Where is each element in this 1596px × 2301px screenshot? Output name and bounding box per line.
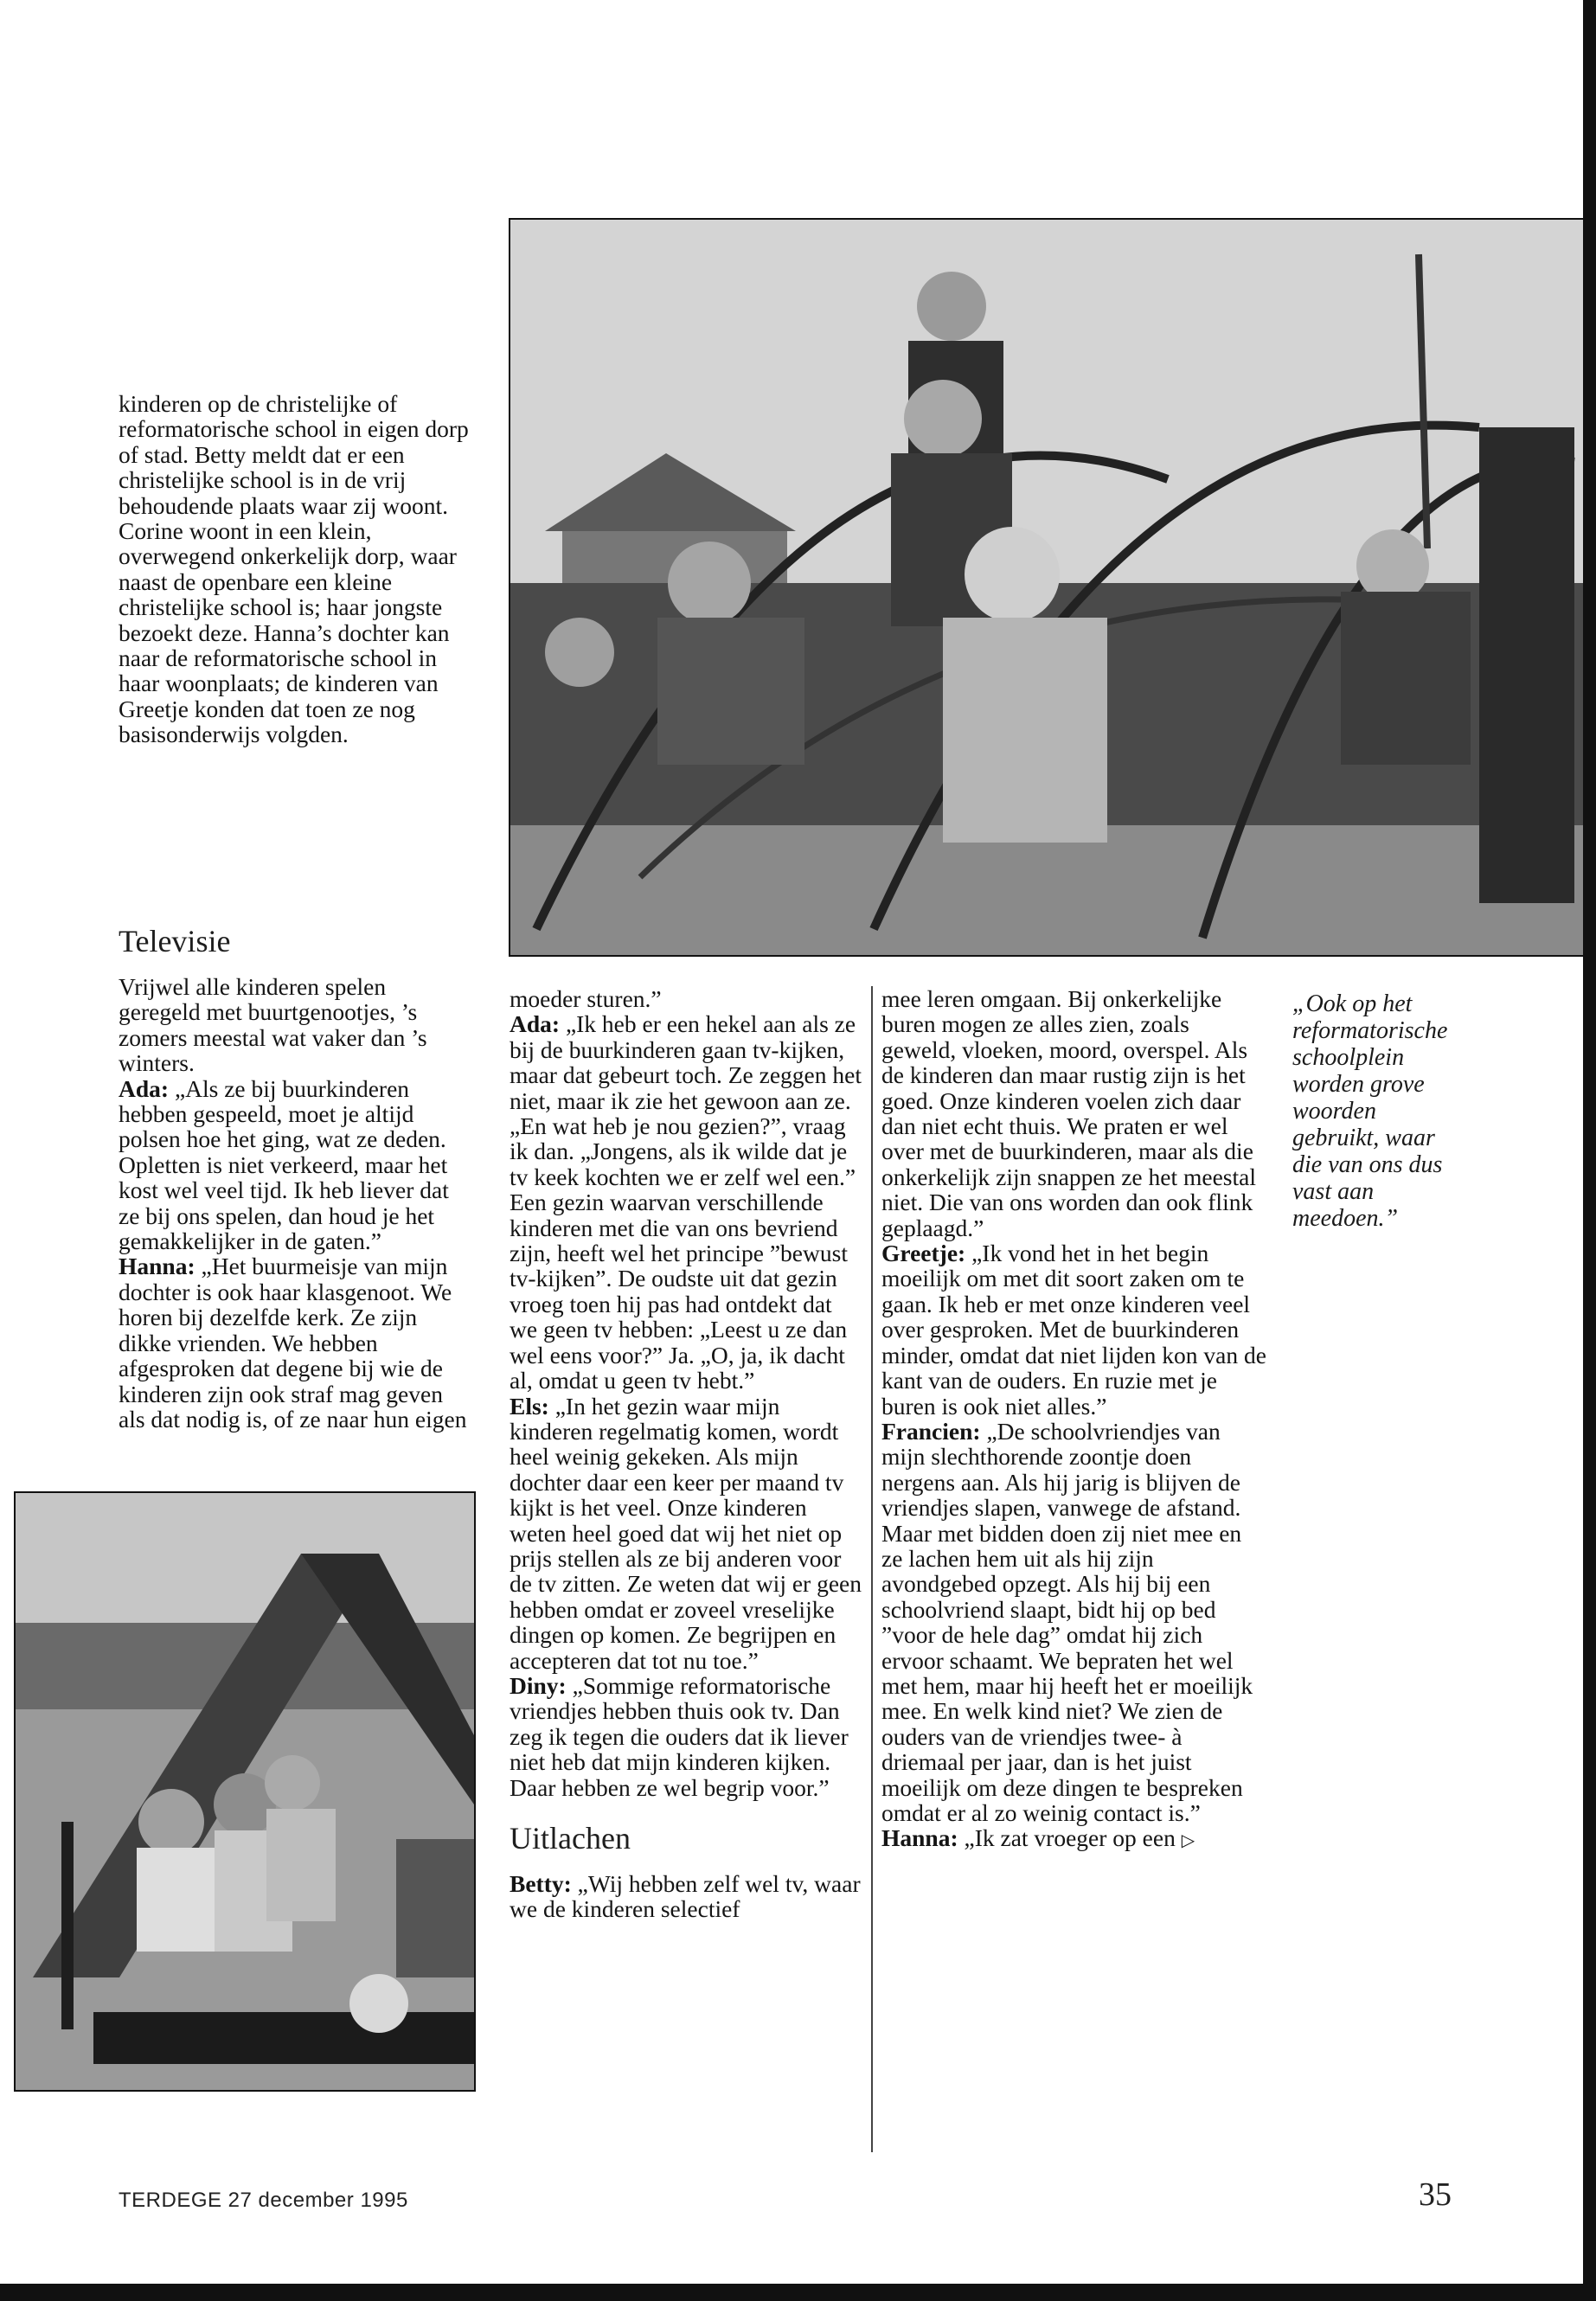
speaker-label: Els: xyxy=(510,1392,549,1420)
paragraph-televisie: Vrijwel alle kinderen spelen geregeld met buurtgenootjes, ’s zomers meestal wat vaker dan ’s winters. xyxy=(119,973,427,1077)
quote-text: „Het buurmeisje van mijn dochter is ook haar klasgenoot. We horen bij dezelfde kerk. Ze zijn dikke vrienden. We hebben afgesproken dat degene bij wie de kinderen zijn ook straf mag geven als dat nodig is, of ze naar hun eigen xyxy=(119,1253,467,1433)
quote-hanna-2 xyxy=(881,1825,1266,1854)
section-heading-televisie: Televisie xyxy=(119,924,231,958)
column-divider xyxy=(871,986,873,2152)
pull-quote: „Ook op het reformatorische schoolplein worden grove woorden gebruikt, waar die van ons dus vast aan meedoen.” xyxy=(1292,990,1448,1232)
quote-text: „Ik zat vroeger op een xyxy=(964,1824,1176,1852)
quote-text: „In het gezin waar mijn kinderen regelmatig komen, wordt heel weinig gekeken. Als mijn dochter daar een keer per maand tv kijkt is het veel. Onze kinderen weten heel goed dat wij het niet op prijs stellen als ze bij anderen voor de tv zitten. Ze weten dat wij er geen hebben omdat er zoveel vreselijke dingen op komen. Ze begrijpen en accepteren dat tot nu toe.” xyxy=(510,1392,862,1674)
quote-ada-1 xyxy=(119,1076,469,1254)
article-column-c xyxy=(881,986,1266,1855)
article-column-b xyxy=(510,986,864,1922)
quote-text: „Wij hebben zelf wel tv, waar we de kinderen selectief xyxy=(510,1870,861,1923)
speaker-label: Ada: xyxy=(510,1010,561,1038)
speaker-label: Francien: xyxy=(881,1417,981,1445)
quote-text: „De schoolvriendjes van mijn slechthorende zoontje doen nergens aan. Als hij jarig is blijven de vriendjes slapen, vanwege de afstand. Maar met bidden doen zij niet mee en ze lachen hem uit als hij zijn avondgebed opzegt. Als hij bij een schoolvriend slaapt, bidt hij op bed ”voor de hele dag” omdat hij zich ervoor schaamt. We bepraten het wel met hem, maar hij heeft het er moeilijk mee. En welk kind niet? We zien de ouders van de vriendjes twee- à driemaal per jaar, dan is het juist moeilijk om deze dingen te bespreken omdat er al zo weinig contact is.” xyxy=(881,1417,1253,1826)
quote-ada-2 xyxy=(510,1011,864,1393)
quote-text: „Ik heb er een hekel aan als ze bij de buurkinderen gaan tv-kijken, maar dat gebeurt toch. Ze zeggen het niet, maar ik zie het gewoon aan ze. „En wat heb je nou gezien?”, vraag ik dan. „Jongens, als ik wilde dat je tv keek kochten we er zelf wel een.” Een gezin waarvan verschillende kinderen met die van ons bevriend zijn, heeft wel het principe ”bewust tv-kijken”. De oudste uit dat gezin vroeg toen hij pas had ontdekt dat we geen tv hebben: „Leest u ze dan wel eens voor?” Ja. „O, ja, ik dacht al, omdat u geen tv hebt.” xyxy=(510,1010,862,1394)
quote-text: „Sommige reformatorische vriendjes hebben thuis ook tv. Dan zeg ik tegen die ouders dat ik liever niet heb dat mijn kinderen kijken. Daar hebben ze wel begrip voor.” xyxy=(510,1671,849,1801)
speaker-label: Hanna: xyxy=(881,1824,958,1852)
quote-text: „Ik vond het in het begin moeilijk om met dit soort zaken om te gaan. Ik heb er met onze kinderen veel over gesproken. Met de buurkinderen minder, omdat dat niet lijden kon van de kant van de ouders. En ruzie met je buren is ook niet alles.” xyxy=(881,1240,1266,1420)
paragraph-intro: kinderen op de christelijke of reformatorische school in eigen dorp of stad. Betty meldt dat er een christelijke school is in de vrij behoudende plaats waar zij woont. Corine woont in een klein, overwegend onkerkelijk dorp, waar naast de openbare een kleine christelijke school is; haar jongste bezoekt deze. Hanna’s dochter kan naar de reformatorische school in haar woonplaats; de kinderen van Greetje konden dat toen ze nog basisonderwijs volgden. xyxy=(119,390,469,748)
climbing-frame-illustration xyxy=(510,220,1583,955)
speaker-label: Diny: xyxy=(510,1671,567,1699)
play-shelter-illustration xyxy=(16,1493,474,2090)
article-column-a xyxy=(119,903,469,1432)
photo-children-climbing-frame xyxy=(509,218,1585,957)
speaker-label: Betty: xyxy=(510,1870,572,1897)
quote-betty xyxy=(510,1871,864,1922)
quote-hanna-1 xyxy=(119,1253,469,1432)
paragraph-continuation: mee leren omgaan. Bij onkerkelijke buren mogen ze alles zien, zoals geweld, vloeken, moord, overspel. Als de kinderen dan maar rustig zijn is het goed. Onze kinderen voelen zich daar dan niet echt thuis. We praten er wel over met de buurkinderen, maar als die onkerkelijk zijn snappen ze het meestal niet. Die van ons worden dan ook flink geplaagd.” xyxy=(881,985,1256,1241)
magazine-issue-footer: TERDEGE 27 december 1995 xyxy=(119,2189,408,2212)
quote-els xyxy=(510,1394,864,1673)
speaker-label: Hanna: xyxy=(119,1253,195,1280)
quote-greetje xyxy=(881,1240,1266,1419)
quote-text: „Als ze bij buurkinderen hebben gespeeld, moet je altijd polsen hoe het ging, wat ze deden. Opletten is niet verkeerd, maar het kost wel veel tijd. Ik heb liever dat ze bij ons spelen, dan houd je het gemakkelijker in de gaten.” xyxy=(119,1074,449,1255)
quote-diny xyxy=(510,1673,864,1800)
paragraph-continuation: moeder sturen.” xyxy=(510,985,662,1012)
page-edge-right xyxy=(1583,0,1596,2301)
speaker-label: Ada: xyxy=(119,1074,170,1102)
photo-children-play-shelter xyxy=(14,1491,476,2092)
quote-francien xyxy=(881,1419,1266,1826)
page-number: 35 xyxy=(1419,2176,1452,2213)
section-heading-uitlachen: Uitlachen xyxy=(510,1821,631,1856)
page-edge-bottom xyxy=(0,2284,1596,2301)
speaker-label: Greetje: xyxy=(881,1240,966,1267)
continue-arrow-icon: ▷ xyxy=(1181,1831,1195,1851)
article-column-a-intro xyxy=(119,391,469,747)
